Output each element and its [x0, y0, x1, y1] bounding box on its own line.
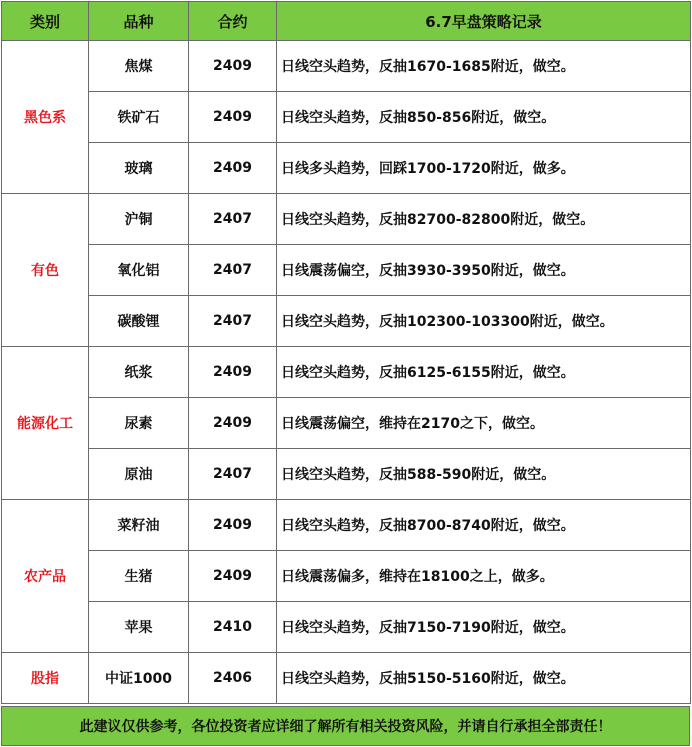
variety-cell: 玻璃: [89, 143, 189, 194]
table-row: [2, 500, 691, 551]
variety-cell: 生猪: [89, 551, 189, 602]
table-row: [2, 653, 691, 704]
strategy-cell: 日线震荡偏空，反抽3930-3950附近，做空。: [277, 245, 691, 296]
table-row: [2, 551, 691, 602]
variety-cell: 中证1000: [89, 653, 189, 704]
contract-cell: 2407: [189, 449, 277, 500]
table-row: [2, 194, 691, 245]
category-cell: 黑色系: [2, 41, 89, 194]
contract-cell: 2407: [189, 296, 277, 347]
contract-cell: 2409: [189, 143, 277, 194]
strategy-cell: 日线空头趋势，反抽1670-1685附近，做空。: [277, 41, 691, 92]
header-category: 类别: [2, 2, 89, 41]
category-cell: 能源化工: [2, 347, 89, 500]
header-contract: 合约: [189, 2, 277, 41]
contract-cell: 2406: [189, 653, 277, 704]
strategy-cell: 日线震荡偏多，维持在18100之上，做多。: [277, 551, 691, 602]
variety-cell: 沪铜: [89, 194, 189, 245]
table-body: [2, 41, 691, 704]
category-cell: 有色: [2, 194, 89, 347]
strategy-cell: 日线空头趋势，反抽82700-82800附近，做空。: [277, 194, 691, 245]
table-row: [2, 296, 691, 347]
header-variety: 品种: [89, 2, 189, 41]
table-row: [2, 449, 691, 500]
variety-cell: 氧化铝: [89, 245, 189, 296]
strategy-cell: 日线空头趋势，反抽5150-5160附近，做空。: [277, 653, 691, 704]
variety-cell: 纸浆: [89, 347, 189, 398]
disclaimer-footer: 此建议仅供参考，各位投资者应详细了解所有相关投资风险，并请自行承担全部责任！: [1, 706, 690, 746]
strategy-cell: 日线空头趋势，反抽7150-7190附近，做空。: [277, 602, 691, 653]
strategy-table: [1, 1, 691, 704]
contract-cell: 2409: [189, 347, 277, 398]
table-row: [2, 245, 691, 296]
table-header: [2, 2, 691, 41]
table-row: [2, 41, 691, 92]
contract-cell: 2407: [189, 194, 277, 245]
strategy-cell: 日线空头趋势，反抽8700-8740附近，做空。: [277, 500, 691, 551]
variety-cell: 苹果: [89, 602, 189, 653]
strategy-cell: 日线空头趋势，反抽102300-103300附近，做空。: [277, 296, 691, 347]
header-strategy: 6.7早盘策略记录: [277, 2, 691, 41]
table-row: [2, 602, 691, 653]
category-cell: 股指: [2, 653, 89, 704]
table-row: [2, 92, 691, 143]
variety-cell: 焦煤: [89, 41, 189, 92]
contract-cell: 2409: [189, 500, 277, 551]
table-row: [2, 143, 691, 194]
strategy-cell: 日线震荡偏空，维持在2170之下，做空。: [277, 398, 691, 449]
contract-cell: 2407: [189, 245, 277, 296]
variety-cell: 菜籽油: [89, 500, 189, 551]
table-row: [2, 347, 691, 398]
variety-cell: 碳酸锂: [89, 296, 189, 347]
contract-cell: 2409: [189, 41, 277, 92]
table-row: [2, 398, 691, 449]
contract-cell: 2410: [189, 602, 277, 653]
strategy-cell: 日线多头趋势，回踩1700-1720附近，做多。: [277, 143, 691, 194]
header-row: [2, 2, 691, 41]
strategy-cell: 日线空头趋势，反抽588-590附近，做空。: [277, 449, 691, 500]
contract-cell: 2409: [189, 551, 277, 602]
strategy-cell: 日线空头趋势，反抽850-856附近，做空。: [277, 92, 691, 143]
contract-cell: 2409: [189, 398, 277, 449]
variety-cell: 原油: [89, 449, 189, 500]
strategy-cell: 日线空头趋势，反抽6125-6155附近，做空。: [277, 347, 691, 398]
category-cell: 农产品: [2, 500, 89, 653]
variety-cell: 尿素: [89, 398, 189, 449]
variety-cell: 铁矿石: [89, 92, 189, 143]
contract-cell: 2409: [189, 92, 277, 143]
